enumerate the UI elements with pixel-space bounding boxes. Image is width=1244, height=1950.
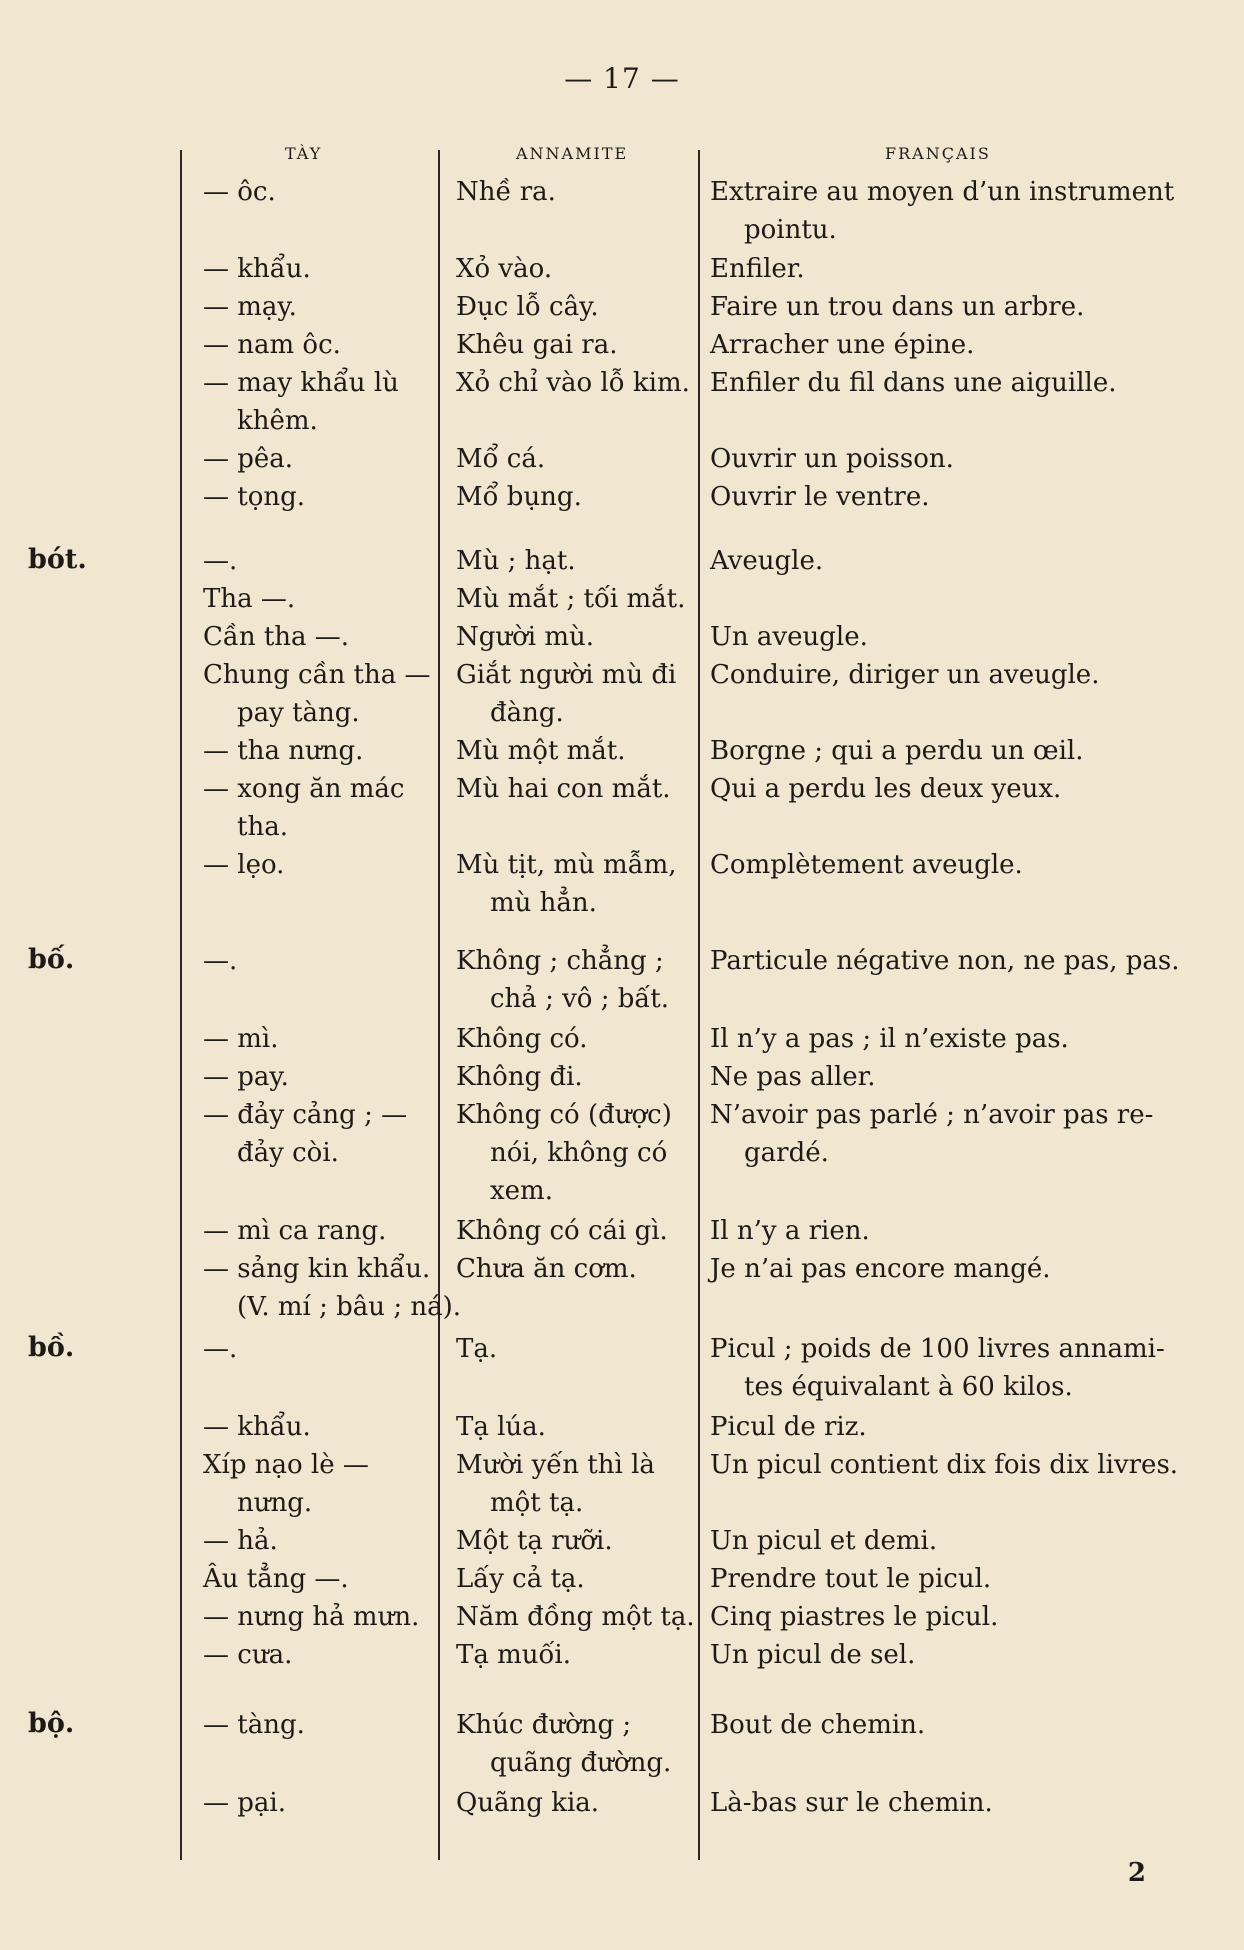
tay-cell-line: — sảng kin khẩu.	[203, 1254, 431, 1284]
tay-cell-line: — xong ăn mác	[203, 774, 405, 804]
column-rule-right	[698, 150, 700, 1860]
annamite-cell-line: Người mù.	[456, 622, 595, 652]
annamite-cell-line: quãng đường.	[490, 1748, 672, 1778]
annamite-cell-line: Mổ bụng.	[456, 482, 582, 512]
french-cell-line: Ne pas aller.	[710, 1062, 876, 1092]
french-cell-line: Particule négative non, ne pas, pas.	[710, 946, 1180, 976]
tay-cell-line: Cần tha —.	[203, 622, 350, 652]
french-cell-line: Il n’y a rien.	[710, 1216, 870, 1246]
annamite-cell-line: Chưa ăn cơm.	[456, 1254, 637, 1284]
tay-cell-line: Xíp nạo lè —	[203, 1450, 369, 1480]
tay-cell-line: — lẹo.	[203, 850, 285, 880]
tay-cell-line: — mì.	[203, 1024, 279, 1054]
annamite-cell-line: Xỏ vào.	[456, 254, 553, 284]
annamite-cell-line: Tạ.	[456, 1334, 498, 1364]
french-cell-line: Il n’y a pas ; il n’existe pas.	[710, 1024, 1069, 1054]
tay-cell-line: — pại.	[203, 1788, 286, 1818]
french-cell-line: Aveugle.	[710, 546, 824, 576]
french-cell-line: Faire un trou dans un arbre.	[710, 292, 1085, 322]
annamite-cell-line: Khúc đường ;	[456, 1710, 632, 1740]
annamite-cell-line: Không có.	[456, 1024, 588, 1054]
tay-cell-line: — cưa.	[203, 1640, 293, 1670]
french-cell-line: Un picul et demi.	[710, 1526, 938, 1556]
tay-cell-line: — mì ca rang.	[203, 1216, 387, 1246]
annamite-cell-line: Khêu gai ra.	[456, 330, 618, 360]
tay-cell-line: — nưng hả mưn.	[203, 1602, 420, 1632]
column-rule-middle	[438, 150, 440, 1860]
annamite-cell-line: Mổ cá.	[456, 444, 546, 474]
french-cell-line: Ouvrir le ventre.	[710, 482, 930, 512]
french-cell-line: Enfiler du fil dans une aiguille.	[710, 368, 1117, 398]
annamite-cell-line: Một tạ rưỡi.	[456, 1526, 613, 1556]
tay-cell-line: Âu tẳng —.	[203, 1564, 349, 1594]
annamite-cell-line: Mù mắt ; tối mắt.	[456, 584, 686, 614]
tay-cell-line: — may khẩu lù	[203, 368, 399, 398]
annamite-cell-line: Mười yến thì là	[456, 1450, 655, 1480]
annamite-cell-line: nói, không có	[490, 1138, 668, 1168]
french-cell-line: Extraire au moyen d’un instrument	[710, 177, 1175, 207]
french-cell-line: Je n’ai pas encore mangé.	[710, 1254, 1051, 1284]
tay-cell-line: — khẩu.	[203, 254, 311, 284]
header-francais: FRANÇAIS	[885, 144, 991, 163]
french-cell-line: Un picul de sel.	[710, 1640, 916, 1670]
entry-headword: bộ.	[28, 1708, 75, 1739]
annamite-cell-line: Không ; chẳng ;	[456, 946, 664, 976]
french-cell-line: Picul de riz.	[710, 1412, 867, 1442]
tay-cell-line: — mạy.	[203, 292, 297, 322]
annamite-cell-line: chả ; vô ; bất.	[490, 984, 670, 1014]
annamite-cell-line: Quãng kia.	[456, 1788, 600, 1818]
tay-cell-line: —.	[203, 946, 238, 976]
header-annamite: ANNAMITE	[516, 144, 629, 163]
french-cell-line: Arracher une épine.	[710, 330, 975, 360]
entry-headword: bố.	[28, 944, 75, 975]
french-cell-line: tes équivalant à 60 kilos.	[744, 1372, 1073, 1402]
page-number: — 17 —	[564, 62, 680, 95]
tay-cell-line: nưng.	[237, 1488, 313, 1518]
french-cell-line: Un aveugle.	[710, 622, 868, 652]
tay-cell-line: — nam ôc.	[203, 330, 341, 360]
french-cell-line: pointu.	[744, 215, 837, 245]
french-cell-line: Complètement aveugle.	[710, 850, 1023, 880]
annamite-cell-line: Năm đồng một tạ.	[456, 1602, 695, 1632]
annamite-cell-line: Tạ lúa.	[456, 1412, 546, 1442]
header-tay: TÀY	[285, 144, 323, 163]
tay-cell-line: — tọng.	[203, 482, 306, 512]
annamite-cell-line: Mù tịt, mù mẫm,	[456, 850, 677, 880]
tay-cell-line: — pêa.	[203, 444, 294, 474]
tay-cell-line: — pay.	[203, 1062, 289, 1092]
french-cell-line: Bout de chemin.	[710, 1710, 926, 1740]
signature-mark: 2	[1127, 1858, 1146, 1888]
column-rule-left	[180, 150, 182, 1860]
tay-cell-line: — đảy cảng ; —	[203, 1100, 408, 1130]
annamite-cell-line: mù hẳn.	[490, 888, 597, 918]
annamite-cell-line: Không có cái gì.	[456, 1216, 668, 1246]
annamite-cell-line: Lấy cả tạ.	[456, 1564, 585, 1594]
tay-cell-line: pay tàng.	[237, 698, 360, 728]
annamite-cell-line: đàng.	[490, 698, 564, 728]
entry-headword: bồ.	[28, 1332, 75, 1363]
french-cell-line: Qui a perdu les deux yeux.	[710, 774, 1062, 804]
french-cell-line: Cinq piastres le picul.	[710, 1602, 999, 1632]
tay-cell-line: —.	[203, 1334, 238, 1364]
french-cell-line: Un picul contient dix fois dix livres.	[710, 1450, 1179, 1480]
tay-cell-line: khêm.	[237, 406, 318, 436]
annamite-cell-line: Không có (được)	[456, 1100, 672, 1130]
annamite-cell-line: Mù ; hạt.	[456, 546, 576, 576]
french-cell-line: Borgne ; qui a perdu un œil.	[710, 736, 1084, 766]
annamite-cell-line: Không đi.	[456, 1062, 583, 1092]
annamite-cell-line: Tạ muối.	[456, 1640, 571, 1670]
annamite-cell-line: Mù một mắt.	[456, 736, 626, 766]
entry-headword: bót.	[28, 544, 87, 575]
annamite-cell-line: Nhề ra.	[456, 177, 556, 207]
annamite-cell-line: xem.	[490, 1176, 553, 1206]
french-cell-line: Picul ; poids de 100 livres annami-	[710, 1334, 1165, 1364]
tay-cell-line: — hả.	[203, 1526, 278, 1556]
tay-cell-line: —.	[203, 546, 238, 576]
french-cell-line: Ouvrir un poisson.	[710, 444, 954, 474]
french-cell-line: Enfiler.	[710, 254, 805, 284]
annamite-cell-line: Mù hai con mắt.	[456, 774, 671, 804]
french-cell-line: gardé.	[744, 1138, 829, 1168]
tay-cell-line: Chung cần tha —	[203, 660, 431, 690]
annamite-cell-line: Xỏ chỉ vào lỗ kim.	[456, 368, 690, 398]
french-cell-line: Conduire, diriger un aveugle.	[710, 660, 1100, 690]
tay-cell-line: — ôc.	[203, 177, 276, 207]
french-cell-line: N’avoir pas parlé ; n’avoir pas re-	[710, 1100, 1154, 1130]
french-cell-line: Là-bas sur le chemin.	[710, 1788, 993, 1818]
tay-cell-line: tha.	[237, 812, 288, 842]
french-cell-line: Prendre tout le picul.	[710, 1564, 992, 1594]
tay-cell-line: (V. mí ; bâu ; ná).	[237, 1292, 461, 1322]
tay-cell-line: — tha nưng.	[203, 736, 364, 766]
annamite-cell-line: một tạ.	[490, 1488, 584, 1518]
tay-cell-line: đảy còi.	[237, 1138, 339, 1168]
tay-cell-line: — tàng.	[203, 1710, 305, 1740]
tay-cell-line: Tha —.	[203, 584, 296, 614]
annamite-cell-line: Đục lỗ cây.	[456, 292, 599, 322]
tay-cell-line: — khẩu.	[203, 1412, 311, 1442]
annamite-cell-line: Giắt người mù đi	[456, 660, 677, 690]
